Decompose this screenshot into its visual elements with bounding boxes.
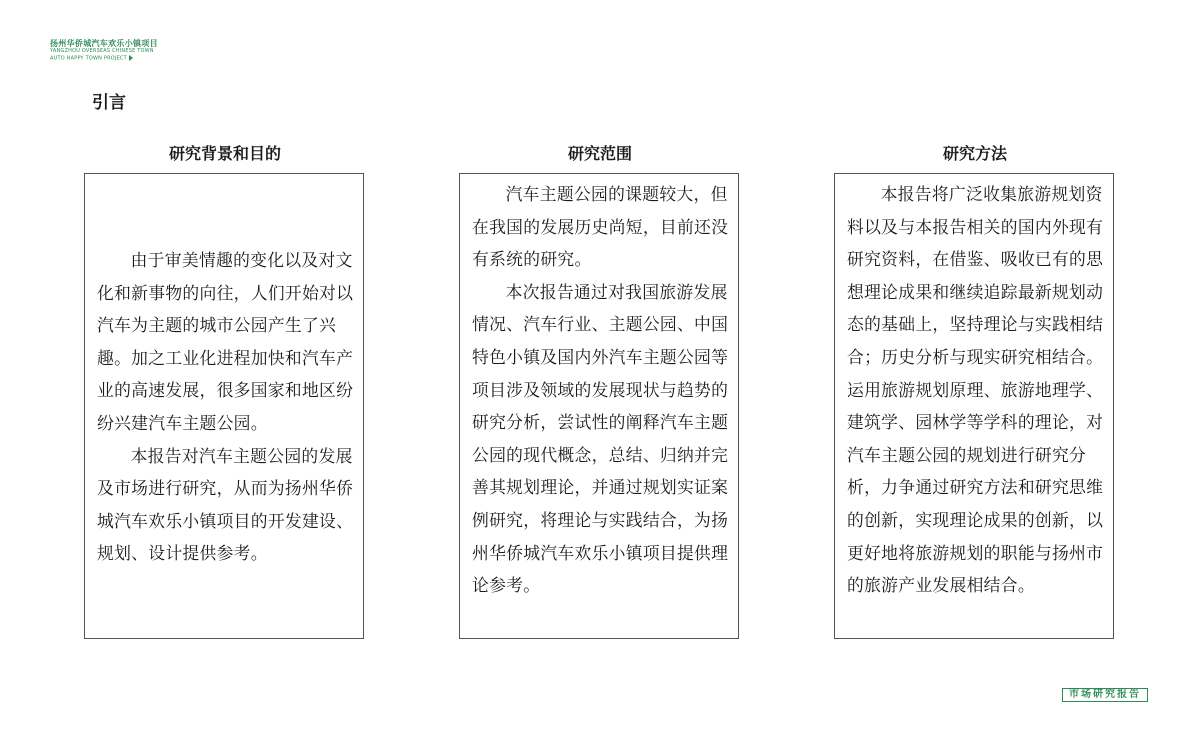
text-background-purpose	[97, 244, 355, 570]
logo-title-en-1: YANGZHOU OVERSEAS CHINESE TOWN	[50, 48, 154, 54]
play-arrow-icon	[129, 55, 133, 61]
paragraph: 本次报告通过对我国旅游发展情况、汽车行业、主题公园、中国特色小镇及国内外汽车主题公园等项目涉及领域的发展现状与趋势的研究分析，尝试性的阐释汽车主题公园的现代概念，总结、归纳并完善其规划理论，并通过规划实证案例研究，将理论与实践结合，为扬州华侨城汽车欢乐小镇项目提供理论参考。	[472, 281, 729, 596]
page-title: 引言	[92, 93, 126, 113]
report-type-badge: 市场研究报告	[1062, 688, 1148, 702]
heading-background-purpose: 研究背景和目的	[168, 144, 281, 163]
paragraph: 本报告将广泛收集旅游规划资料以及与本报告相关的国内外现有研究资料，在借鉴、吸收已有的思想理论成果和继续追踪最新规划动态的基础上，坚持理论与实践相结合；历史分析与现实研究相结合。运用旅游规划原理、旅游地理学、建筑学、园林学等学科的理论，对汽车主题公园的规划进行研究分析，力争通过研究方法和研究思维的创新，实现理论成果的创新，以更好地将旅游规划的职能与扬州市的旅游产业发展相结合。	[847, 184, 1104, 596]
box-background-purpose	[84, 173, 364, 639]
logo-title-en-2-text: AUTO HAPPY TOWN PROJECT	[50, 55, 127, 62]
paragraph: 本报告对汽车主题公园的发展及市场进行研究，从而为扬州华侨城汽车欢乐小镇项目的开发建设、规划、设计提供参考。	[97, 445, 354, 564]
paragraph: 由于审美情趣的变化以及对文化和新事物的向往，人们开始对以汽车为主题的城市公园产生了兴趣。加之工业化进程加快和汽车产业的高速发展，很多国家和地区纷纷兴建汽车主题公园。	[97, 250, 354, 433]
paragraph: 汽车主题公园的课题较大，但在我国的发展历史尚短，目前还没有系统的研究。	[472, 184, 729, 270]
box-research-method	[834, 173, 1114, 639]
heading-research-scope: 研究范围	[567, 144, 632, 163]
heading-research-method: 研究方法	[942, 144, 1007, 163]
text-research-scope	[472, 178, 730, 602]
text-research-method	[847, 178, 1105, 602]
brand-logo	[50, 40, 158, 62]
logo-title-en-2	[50, 55, 158, 62]
box-research-scope	[459, 173, 739, 639]
logo-title-cn: 扬州华侨城汽车欢乐小镇项目	[50, 39, 158, 48]
